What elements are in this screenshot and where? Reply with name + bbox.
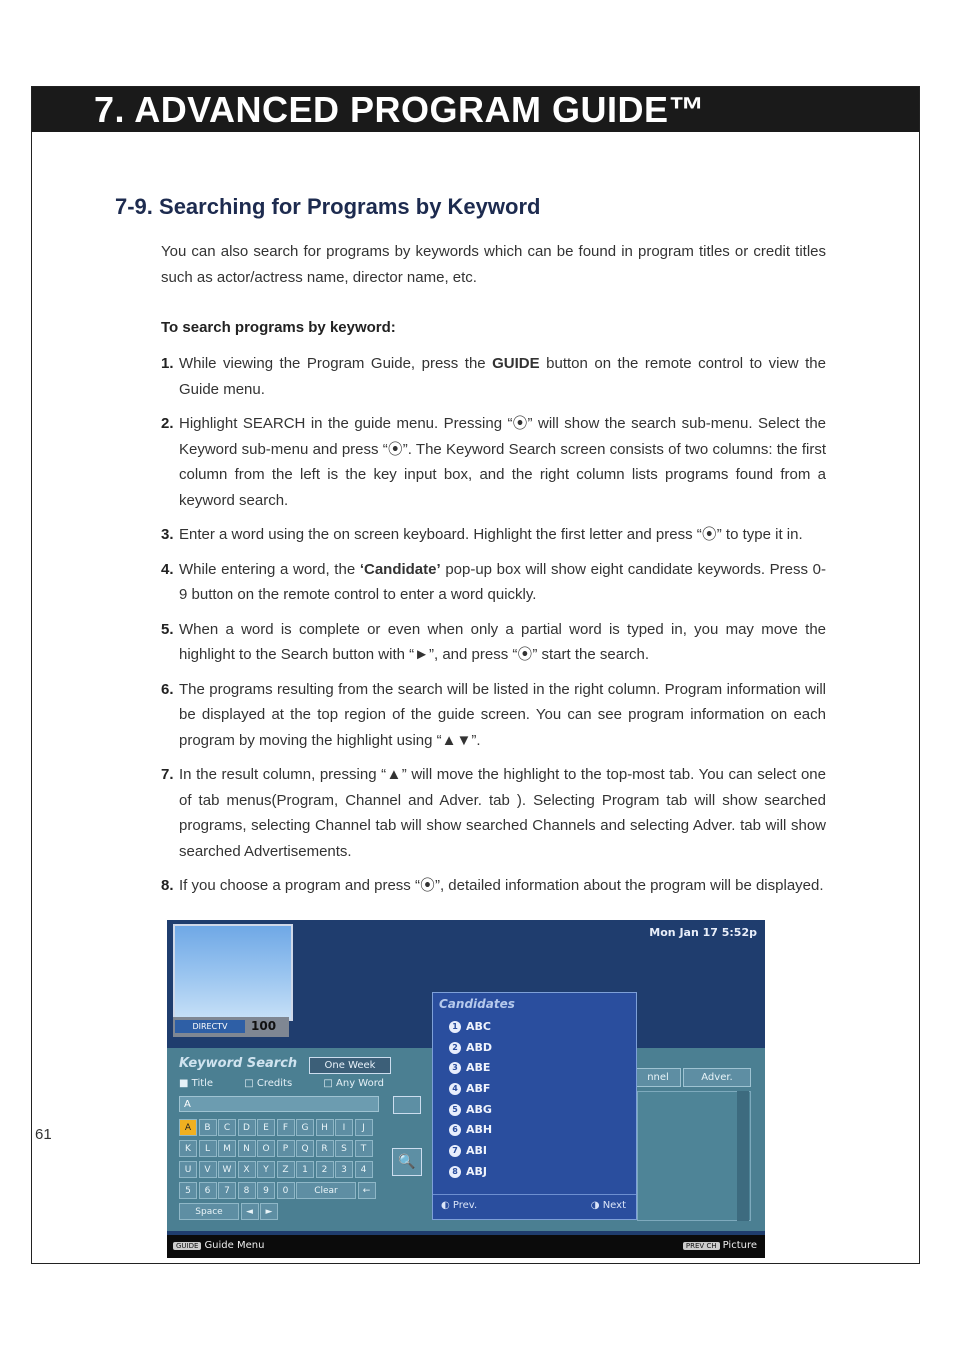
key-button[interactable]: X [238, 1161, 256, 1178]
keyword-input[interactable]: A [179, 1096, 379, 1112]
candidate-item[interactable] [449, 1017, 492, 1038]
channel-logo: DIRECTV [175, 1020, 245, 1033]
search-options [179, 1078, 412, 1089]
key-button[interactable]: T [355, 1140, 373, 1157]
key-button[interactable]: R [316, 1140, 334, 1157]
step-number: 4. [161, 560, 174, 578]
key-button[interactable]: 1 [296, 1161, 314, 1178]
key-button[interactable]: 9 [257, 1182, 275, 1199]
key-button[interactable]: I [335, 1119, 353, 1136]
option-label: Credits [256, 1078, 293, 1089]
candidate-item[interactable] [449, 1141, 492, 1162]
candidate-item[interactable] [449, 1079, 492, 1100]
key-button[interactable]: Q [296, 1140, 314, 1157]
candidate-item[interactable] [449, 1038, 492, 1059]
key-button[interactable]: 4 [355, 1161, 373, 1178]
step-number: 1. [161, 355, 174, 372]
step-text: In the result column, pressing “▲” will move the highlight to the top-most tab. You can select one of tab menus(Program, Channel and Adver. tab ). Selecting Program tab will show searched programs, selecting Channel tab will show searched Channels and selecting Adver. tab will show searched Advertisements. [179, 766, 826, 860]
number-badge-icon: 6 [449, 1124, 461, 1136]
channel-number: 100 [251, 1019, 277, 1033]
keyword-search-title: Keyword Search [179, 1056, 298, 1071]
candidate-label: ABI [466, 1144, 487, 1158]
key-button[interactable]: F [277, 1119, 295, 1136]
key-button[interactable]: D [238, 1119, 256, 1136]
step-number: 3. [161, 526, 174, 543]
results-list[interactable] [637, 1091, 751, 1221]
prev-label: Prev. [452, 1200, 478, 1211]
candidate-label: ABF [466, 1082, 491, 1096]
step-text: pop-up box will show eight candidate keywords. Press 0-9 button on the remote control to enter a word quickly. [179, 560, 826, 603]
prev-button[interactable]: ◐ Prev. [441, 1200, 478, 1211]
step-text: The programs resulting from the search will be listed in the right column. Program information will be displayed at the top region of the guide screen. You can see program information on each program by moving the highlight using “▲▼”. [179, 680, 826, 749]
key-button[interactable]: J [355, 1119, 373, 1136]
option-label: Any Word [336, 1078, 385, 1089]
key-button[interactable]: C [218, 1119, 236, 1136]
key-button[interactable]: 8 [238, 1182, 256, 1199]
step-text: Highlight SEARCH in the guide menu. Pressing “⦿” will show the search sub-menu. Select the Keyword sub-menu and press “⦿”. The Keyword Search screen consists of two columns: the first column from the left is the key input box, and the right column lists programs found from a keyword search. [179, 415, 826, 509]
step-item [161, 617, 826, 668]
candidate-label: ABH [466, 1123, 493, 1137]
number-badge-icon: 1 [449, 1021, 461, 1033]
candidate-label: ABC [466, 1020, 491, 1033]
option-credits[interactable]: □ Credits [244, 1078, 293, 1089]
candidate-item[interactable] [449, 1100, 492, 1121]
key-button[interactable]: K [179, 1140, 197, 1157]
search-button[interactable]: 🔍 [392, 1148, 422, 1176]
right-key[interactable]: ► [260, 1203, 278, 1220]
step-item [161, 351, 826, 402]
date-time: Mon Jan 17 5:52p [649, 926, 757, 939]
step-item [161, 677, 826, 754]
section-title: 7-9. Searching for Programs by Keyword [115, 194, 541, 219]
option-label: Title [191, 1078, 214, 1089]
page-frame [31, 86, 920, 1264]
key-button[interactable]: 6 [199, 1182, 217, 1199]
picture-hint [683, 1240, 757, 1251]
video-preview [173, 924, 293, 1021]
candidates-title: Candidates [439, 997, 515, 1011]
number-badge-icon: 7 [449, 1145, 461, 1157]
option-any-word[interactable]: □ Any Word [323, 1078, 385, 1089]
intro-paragraph: You can also search for programs by keywords which can be found in program titles or credit titles such as actor/actress name, director name, etc. [161, 243, 826, 286]
option-title[interactable]: ■ Title [179, 1078, 214, 1089]
backspace-key[interactable]: ← [358, 1182, 376, 1199]
guide-pill: GUIDE [173, 1242, 201, 1250]
chapter-title: 7. ADVANCED PROGRAM GUIDE™ [94, 89, 706, 130]
tab-adver[interactable]: Adver. [683, 1068, 751, 1087]
tab-channel[interactable]: nnel [635, 1068, 681, 1087]
guide-screenshot [167, 920, 765, 1258]
key-button[interactable]: G [296, 1119, 314, 1136]
candidate-list [449, 1017, 492, 1183]
step-item [161, 762, 826, 864]
key-button[interactable]: N [238, 1140, 256, 1157]
key-button[interactable]: O [257, 1140, 275, 1157]
page-number: 61 [35, 1126, 52, 1143]
key-button[interactable]: B [199, 1119, 217, 1136]
number-badge-icon: 8 [449, 1166, 461, 1178]
key-button[interactable]: 2 [316, 1161, 334, 1178]
candidate-item[interactable] [449, 1058, 492, 1079]
key-button[interactable]: 7 [218, 1182, 236, 1199]
key-button[interactable]: V [199, 1161, 217, 1178]
step-text: button on the remote control to view the Guide menu. [179, 355, 826, 398]
step-number: 6. [161, 680, 174, 698]
picture-label: Picture [722, 1240, 757, 1251]
step-number: 5. [161, 620, 174, 638]
key-button[interactable]: 3 [335, 1161, 353, 1178]
candidate-label: ABJ [466, 1164, 487, 1178]
step-text: Enter a word using the on screen keyboard. Highlight the first letter and press “⦿” to type it in. [179, 526, 803, 543]
step-bold: ‘Candidate’ [359, 560, 441, 578]
step-number: 7. [161, 766, 174, 783]
key-button[interactable]: 5 [179, 1182, 197, 1199]
space-key[interactable]: Space [179, 1203, 239, 1220]
step-item [161, 411, 826, 513]
channel-banner [173, 1017, 289, 1037]
input-action-button[interactable] [393, 1096, 421, 1114]
step-item [161, 557, 826, 608]
candidates-footer [433, 1194, 636, 1219]
candidates-popup [432, 992, 637, 1220]
steps-heading: To search programs by keyword: [161, 319, 396, 336]
key-button[interactable]: W [218, 1161, 236, 1178]
step-number: 8. [161, 877, 174, 894]
step-text: If you choose a program and press “⦿”, detailed information about the program will be displayed. [179, 877, 824, 894]
candidate-item[interactable] [449, 1120, 492, 1141]
one-week-button[interactable]: One Week [309, 1057, 391, 1074]
candidate-label: ABG [466, 1102, 492, 1116]
key-button[interactable]: P [277, 1140, 295, 1157]
clear-key[interactable]: Clear [296, 1182, 356, 1199]
number-badge-icon: 5 [449, 1104, 461, 1116]
steps-list [161, 351, 826, 908]
next-label: Next [602, 1200, 626, 1211]
candidate-label: ABD [466, 1040, 493, 1054]
guide-menu-label: Guide Menu [204, 1240, 265, 1251]
chapter-bar [32, 87, 919, 132]
number-badge-icon: 2 [449, 1042, 461, 1054]
key-button[interactable]: U [179, 1161, 197, 1178]
step-number: 2. [161, 415, 174, 432]
step-text: When a word is complete or even when only a partial word is typed in, you may move the highlight to the Search button with “►”, and press “⦿” start the search. [179, 620, 826, 663]
left-key[interactable]: ◄ [241, 1203, 259, 1220]
step-text: While entering a word, the [179, 560, 360, 578]
candidate-label: ABE [466, 1061, 491, 1075]
key-button[interactable]: Z [277, 1161, 295, 1178]
bottom-bar [167, 1235, 765, 1258]
key-button[interactable]: Y [257, 1161, 275, 1178]
next-button[interactable]: ◑ Next [590, 1200, 626, 1211]
key-button[interactable]: 0 [277, 1182, 295, 1199]
results-scrollbar[interactable] [737, 1091, 749, 1221]
number-badge-icon: 3 [449, 1062, 461, 1074]
step-item [161, 873, 826, 899]
guide-menu-hint [173, 1240, 264, 1251]
key-button[interactable]: A [179, 1119, 197, 1136]
key-button[interactable]: E [257, 1119, 275, 1136]
step-item [161, 522, 826, 548]
prevch-pill: PREV CH [683, 1242, 720, 1250]
step-bold: GUIDE [492, 355, 540, 372]
number-badge-icon: 4 [449, 1083, 461, 1095]
key-button[interactable]: M [218, 1140, 236, 1157]
candidate-item[interactable] [449, 1162, 492, 1183]
key-button[interactable]: L [199, 1140, 217, 1157]
key-button[interactable]: S [335, 1140, 353, 1157]
on-screen-keyboard [179, 1119, 379, 1224]
step-text: While viewing the Program Guide, press the [179, 355, 493, 372]
key-button[interactable]: H [316, 1119, 334, 1136]
